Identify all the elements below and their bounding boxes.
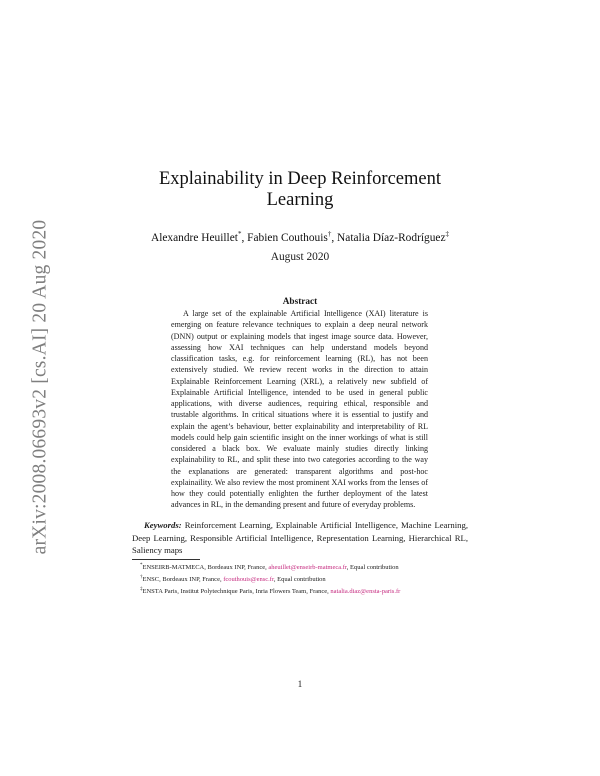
- footnote-email-link[interactable]: aheuillet@enseirb-matmeca.fr: [268, 564, 347, 572]
- footnote-mark: †: [140, 575, 143, 581]
- page-number: 1: [297, 680, 303, 690]
- abstract-heading: Abstract: [282, 297, 318, 307]
- author-name: Alexandre Heuillet: [150, 231, 238, 244]
- author-mark: ‡: [445, 230, 450, 238]
- author-mark: *: [237, 230, 242, 238]
- footnote-mark: ‡: [140, 587, 143, 593]
- footnote: [132, 573, 468, 584]
- author-name: Fabien Couthouis: [247, 231, 328, 244]
- abstract-body: A large set of the explainable Artificial Intelligence (XAI) literature is emerging on feature relevance techniques to explain a deep neural network (DNN) output or explaining models that ingest image source data. However, assessing how XAI techniques can help understand models beyond classification tasks, e.g. for reinforcement learning (RL), has not been extensively studied. We review recent works in the direction to attain Explainable Reinforcement Learning (XRL), a relatively new subfield of Explainable Artificial Intelligence, intended to be used in general public applications, with diverse audiences, requiring ethical, responsible and trustable algorithms. In critical situations where it is essential to justify and explain the agent’s behaviour, better explainability and interpretability of RL models could help gain scientific insight on the inner workings of what is still considered a black box. We evaluate mainly studies directly linking explainability to RL, and split these into two categories according to the way the explanations are generated: transparent algorithms and post-hoc explainaility. We also review the most prominent XAI works from the lenses of how they could potentially enlighten the further deployment of the latest advances in RL, in the demanding present and future of everyday problems.: [171, 309, 428, 510]
- keywords-paragraph: [132, 519, 468, 557]
- keywords-label: Keywords:: [144, 520, 182, 530]
- footnote-affiliation: ENSEIRB-MATMECA, Bordeaux INP, France,: [142, 564, 269, 572]
- footnote-rule: [132, 559, 200, 560]
- arxiv-identifier: arXiv:2008.06693v2 [cs.AI] 20 Aug 2020: [29, 219, 51, 555]
- footnote-email-link[interactable]: fcouthouis@ensc.fr: [223, 576, 274, 584]
- author-list: Alexandre Heuillet*, Fabien Couthouis†, Natalia Díaz-Rodríguez‡: [150, 230, 450, 244]
- author-mark: †: [327, 230, 332, 238]
- footnote-mark: *: [140, 563, 143, 568]
- paper-date: August 2020: [270, 251, 330, 263]
- author-name: Natalia Díaz-Rodríguez: [337, 231, 446, 244]
- footnote-affiliation: ENSC, Bordeaux INP, France,: [142, 576, 224, 584]
- footnotes: [132, 561, 468, 597]
- footnote-affiliation: ENSTA Paris, Institut Polytechnique Paris, Inria Flowers Team, France,: [142, 588, 331, 596]
- paper-title: Explainability in Deep Reinforcement Learning: [158, 169, 442, 210]
- keywords-text: Reinforcement Learning, Explainable Artificial Intelligence, Machine Learning, Deep Learning, Responsible Artificial Intelligence, Representation Learning, Hierarchical RL, Saliency maps: [132, 520, 468, 555]
- footnote: [132, 561, 468, 572]
- footnote-email-link[interactable]: natalia.diaz@ensta-paris.fr: [330, 588, 401, 596]
- footnote: [132, 585, 468, 596]
- arxiv-stamp: [0, 214, 87, 560]
- footnote-suffix: , Equal contribution: [346, 564, 399, 572]
- footnote-suffix: , Equal contribution: [273, 576, 326, 584]
